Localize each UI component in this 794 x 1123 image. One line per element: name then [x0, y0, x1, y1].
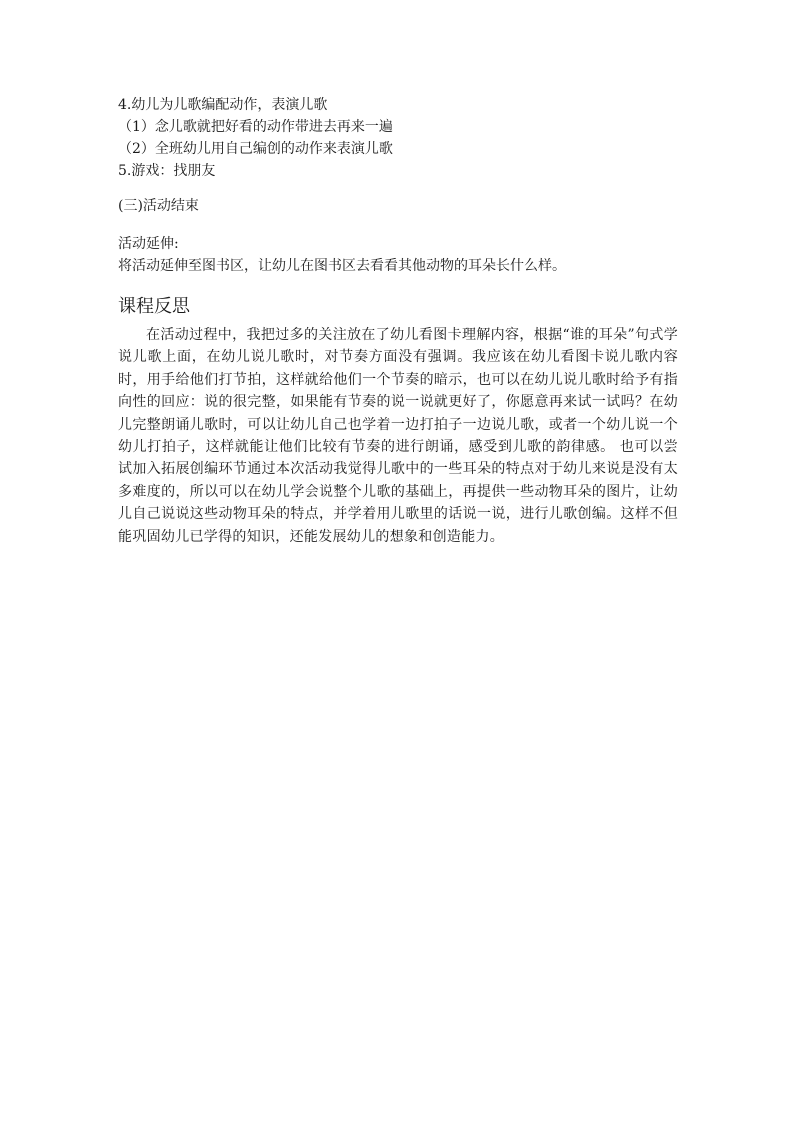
step-4: 4.幼儿为儿歌编配动作，表演儿歌	[118, 97, 328, 113]
document-page	[118, 94, 678, 548]
step-4-2: （2）全班幼儿用自己编创的动作来表演儿歌	[118, 141, 393, 157]
spacer	[118, 217, 678, 233]
section-activity-end-title: (三)活动结束	[118, 198, 199, 214]
step-5: 5.游戏：找朋友	[118, 163, 216, 179]
step-4-1: （1）念儿歌就把好看的动作带进去再来一遍	[118, 119, 393, 135]
activity-extension-label: 活动延伸:	[118, 236, 179, 252]
course-reflection-paragraph: 在活动过程中，我把过多的关注放在了幼儿看图卡理解内容，根据“谁的耳朵”句式学说儿歌上面，在幼儿说儿歌时，对节奏方面没有强调。我应该在幼儿看图卡说儿歌内容时，用手给他们打节拍，这样就给他们一个节奏的暗示，也可以在幼儿说儿歌时给予有指向性的回应：说的很完整，如果能有节奏的说一说就更好了，你愿意再来试一试吗？在幼儿完整朗诵儿歌时，可以让幼儿自己也学着一边打拍子一边说儿歌，或者一个幼儿说一个幼儿打拍子，这样就能让他们比较有节奏的进行朗诵，感受到儿歌的韵律感。 也可以尝试加入拓展创编环节通过本次活动我觉得儿歌中的一些耳朵的特点对于幼儿来说是没有太多难度的，所以可以在幼儿学会说整个儿歌的基础上，再提供一些动物耳朵的图片，让幼儿自己说说这些动物耳朵的特点，并学着用儿歌里的话说一说，进行儿歌创编。这样不但能巩固幼儿已学得的知识，还能发展幼儿的想象和创造能力。	[118, 327, 678, 545]
activity-extension-text: 将活动延伸至图书区，让幼儿在图书区去看看其他动物的耳朵长什么样。	[118, 258, 566, 274]
spacer	[118, 182, 678, 195]
spacer	[118, 277, 678, 295]
course-reflection-heading: 课程反思	[118, 296, 190, 317]
